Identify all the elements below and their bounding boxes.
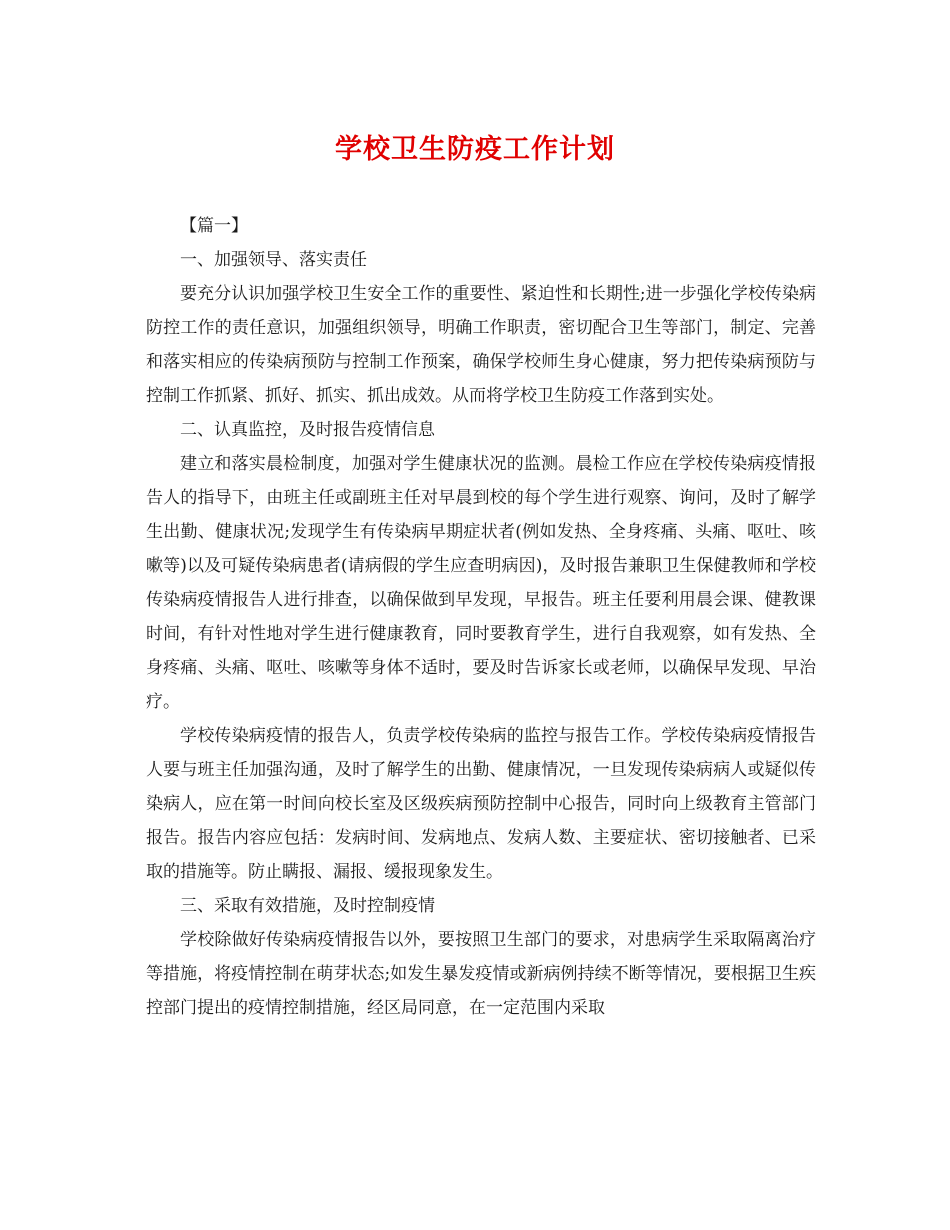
paragraph: 学校除做好传染病疫情报告以外，要按照卫生部门的要求，对患病学生采取隔离治疗等措施，将疫情控制在萌芽状态;如发生暴发疫情或新病例持续不断等情况，要根据卫生疾控部门提出的疫情控制措施，经区局同意，在一定范围内采取 bbox=[146, 930, 816, 1018]
paragraph: 要充分认识加强学校卫生安全工作的重要性、紧迫性和长期性;进一步强化学校传染病防控工作的责任意识，加强组织领导，明确工作职责，密切配合卫生等部门，制定、完善和落实相应的传染病预防与控制工作预案，确保学校师生身心健康，努力把传染病预防与控制工作抓紧、抓好、抓实、抓出成效。从而将学校卫生防疫工作落到实处。 bbox=[146, 284, 816, 406]
section-label: 【篇一】 bbox=[180, 216, 248, 236]
section-heading: 二、认真监控，及时报告疫情信息 bbox=[180, 420, 435, 440]
document-body bbox=[146, 209, 816, 1025]
document-title: 学校卫生防疫工作计划 bbox=[335, 134, 615, 165]
section-heading: 一、加强领导、落实责任 bbox=[180, 250, 367, 270]
section-heading: 三、采取有效措施，及时控制疫情 bbox=[180, 896, 435, 916]
paragraph: 建立和落实晨检制度，加强对学生健康状况的监测。晨检工作应在学校传染病疫情报告人的指导下，由班主任或副班主任对早晨到校的每个学生进行观察、询问，及时了解学生出勤、健康状况;发现学生有传染病早期症状者(例如发热、全身疼痛、头痛、呕吐、咳嗽等)以及可疑传染病患者(请病假的学生应查明病因)，及时报告兼职卫生保健教师和学校传染病疫情报告人进行排查，以确保做到早发现，早报告。班主任要利用晨会课、健教课时间，有针对性地对学生进行健康教育，同时要教育学生，进行自我观察，如有发热、全身疼痛、头痛、呕吐、咳嗽等身体不适时，要及时告诉家长或老师，以确保早发现、早治疗。 bbox=[146, 454, 816, 712]
paragraph: 学校传染病疫情的报告人，负责学校传染病的监控与报告工作。学校传染病疫情报告人要与班主任加强沟通，及时了解学生的出勤、健康情况，一旦发现传染病病人或疑似传染病人，应在第一时间向校长室及区级疾病预防控制中心报告，同时向上级教育主管部门报告。报告内容应包括：发病时间、发病地点、发病人数、主要症状、密切接触者、已采取的措施等。防止瞒报、漏报、缓报现象发生。 bbox=[146, 726, 816, 882]
